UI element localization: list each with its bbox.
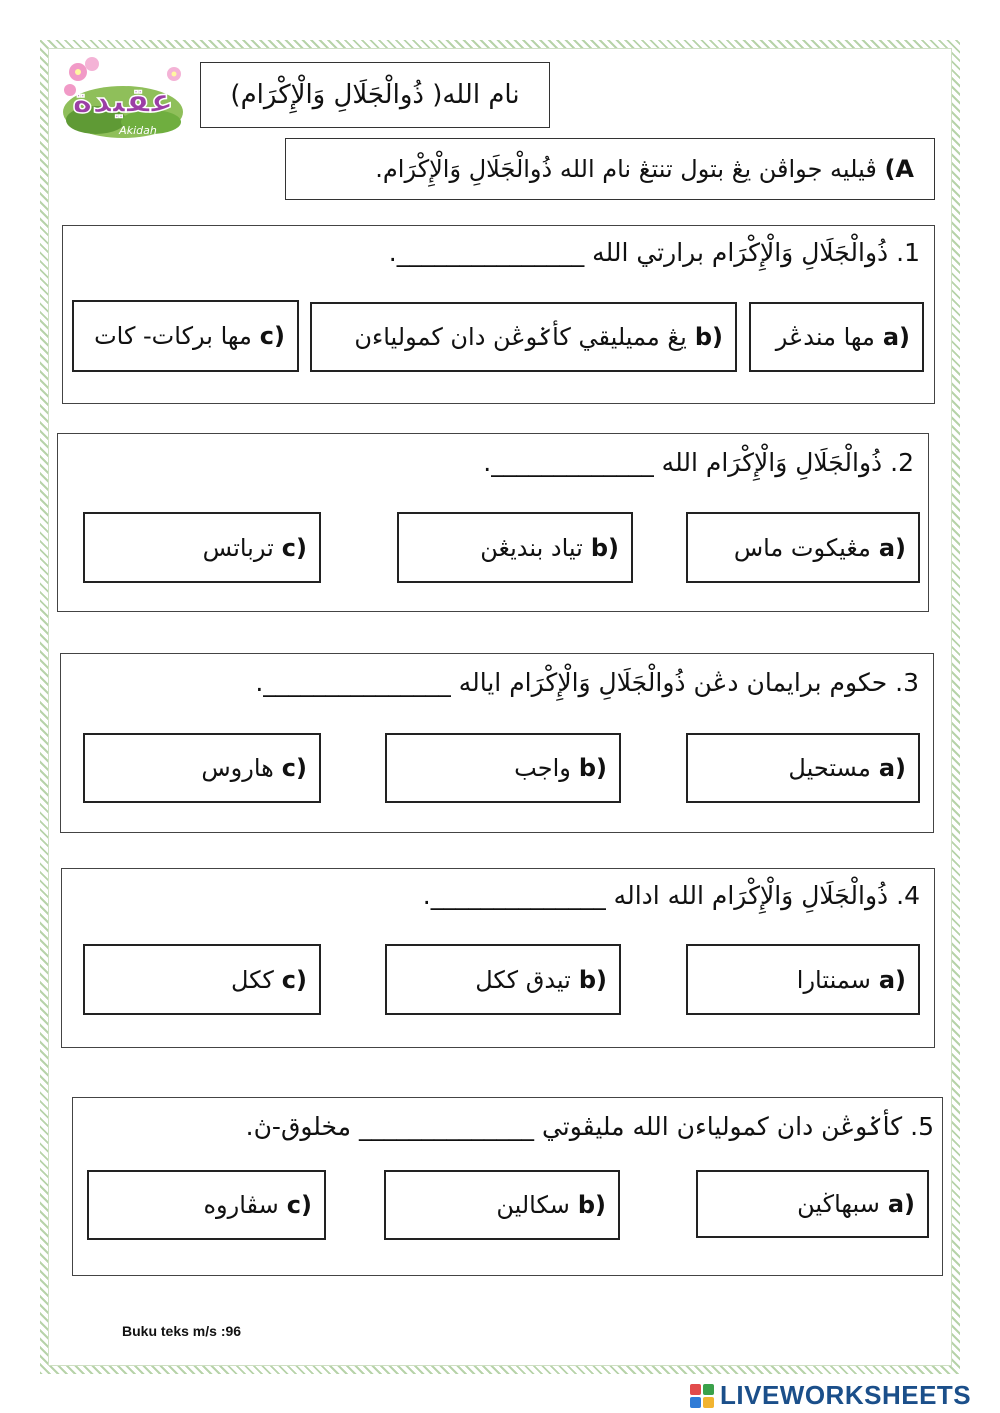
question-5-option-c[interactable] [87, 1170, 326, 1240]
option-text: سكالين [496, 1191, 570, 1219]
option-text: سبهاڬين [797, 1190, 880, 1218]
option-text: واجب [514, 754, 571, 782]
question-1-option-b[interactable] [310, 302, 737, 372]
question-3-text: 3. حكوم برايمان دڠن ذُوالْجَلَالِ وَالْإِكْرَام اياله _______________. [255, 668, 919, 697]
option-text: مڠيكوت ماس [733, 533, 871, 562]
option-label: c) [286, 1191, 312, 1219]
question-2 [57, 433, 929, 612]
question-4-option-a[interactable] [686, 944, 920, 1015]
question-4-option-c[interactable] [83, 944, 321, 1015]
option-label: a) [878, 965, 906, 994]
question-5-text: 5. كأݢوڠن دان كمولياءن الله مليڤوتي ______________ مخلوق-ڽ. [245, 1112, 934, 1141]
question-2-option-b[interactable] [397, 512, 633, 583]
akidah-logo [56, 50, 190, 148]
option-text: مها بركات- كات [94, 322, 252, 350]
option-label: a) [882, 323, 910, 351]
question-3-option-a[interactable] [686, 733, 920, 803]
liveworksheets-brand[interactable] [690, 1380, 971, 1411]
question-4-text: 4. ذُوالْجَلَالِ وَالْإِكْرَام الله اداله ______________. [422, 881, 920, 910]
instruction-body: ڤيليه جواڤن يڠ بتول تنتڠ نام الله ذُوالْجَلَالِ وَالْإِكْرَام. [375, 155, 877, 183]
option-text: مستحيل [788, 754, 871, 782]
question-2-text: 2. ذُوالْجَلَالِ وَالْإِكْرَام الله _____________. [483, 448, 914, 477]
question-4 [61, 868, 935, 1048]
option-label: c) [281, 754, 307, 782]
instruction-label: A) [884, 155, 914, 183]
logo-text: عقيدة [72, 81, 174, 121]
option-label: b) [577, 1191, 606, 1219]
liveworksheets-logo-icon [690, 1384, 714, 1408]
worksheet-title: نام الله( ذُوالْجَلَالِ وَالْإِكْرَام) [230, 80, 520, 110]
question-2-option-a[interactable] [686, 512, 920, 583]
option-label: b) [694, 323, 723, 351]
instruction-text [375, 155, 914, 183]
question-3-option-c[interactable] [83, 733, 321, 803]
option-label: b) [590, 533, 619, 562]
textbook-reference: Buku teks m/s :96 [122, 1323, 242, 1339]
question-1-text: 1. ذُوالْجَلَالِ وَالْإِكْرَام برارتي الله _______________. [388, 238, 920, 267]
option-text: سمنتارا [796, 965, 871, 994]
option-label: c) [259, 322, 285, 350]
option-text: هاروس [201, 754, 274, 782]
question-1 [62, 225, 935, 404]
question-3 [60, 653, 934, 833]
question-1-option-a[interactable] [749, 302, 924, 372]
question-4-option-b[interactable] [385, 944, 621, 1015]
instruction-box [285, 138, 935, 200]
option-text: مها مندڠر [775, 323, 875, 351]
option-text: يڠ مميليقي كأݢوڠن دان كمولياءن [354, 323, 687, 351]
option-text: تيدق ككل [475, 965, 571, 994]
option-label: a) [887, 1190, 915, 1218]
option-text: سڤاروه [203, 1191, 279, 1219]
question-5-option-b[interactable] [384, 1170, 620, 1240]
option-text: ترباتس [202, 533, 274, 562]
worksheet-title-box [200, 62, 550, 128]
option-label: c) [281, 965, 307, 994]
logo-subtext: Akidah [119, 124, 157, 137]
option-label: c) [281, 533, 307, 562]
option-label: b) [578, 754, 607, 782]
option-label: a) [878, 754, 906, 782]
question-5 [72, 1097, 943, 1276]
option-label: a) [878, 533, 906, 562]
question-2-option-c[interactable] [83, 512, 321, 583]
option-text: ككل [230, 965, 274, 994]
question-5-option-a[interactable] [696, 1170, 929, 1238]
option-label: b) [578, 965, 607, 994]
option-text: تياد بنديڠن [480, 533, 583, 562]
question-3-option-b[interactable] [385, 733, 621, 803]
question-1-option-c[interactable] [72, 300, 299, 372]
brand-name: LIVEWORKSHEETS [720, 1380, 972, 1410]
